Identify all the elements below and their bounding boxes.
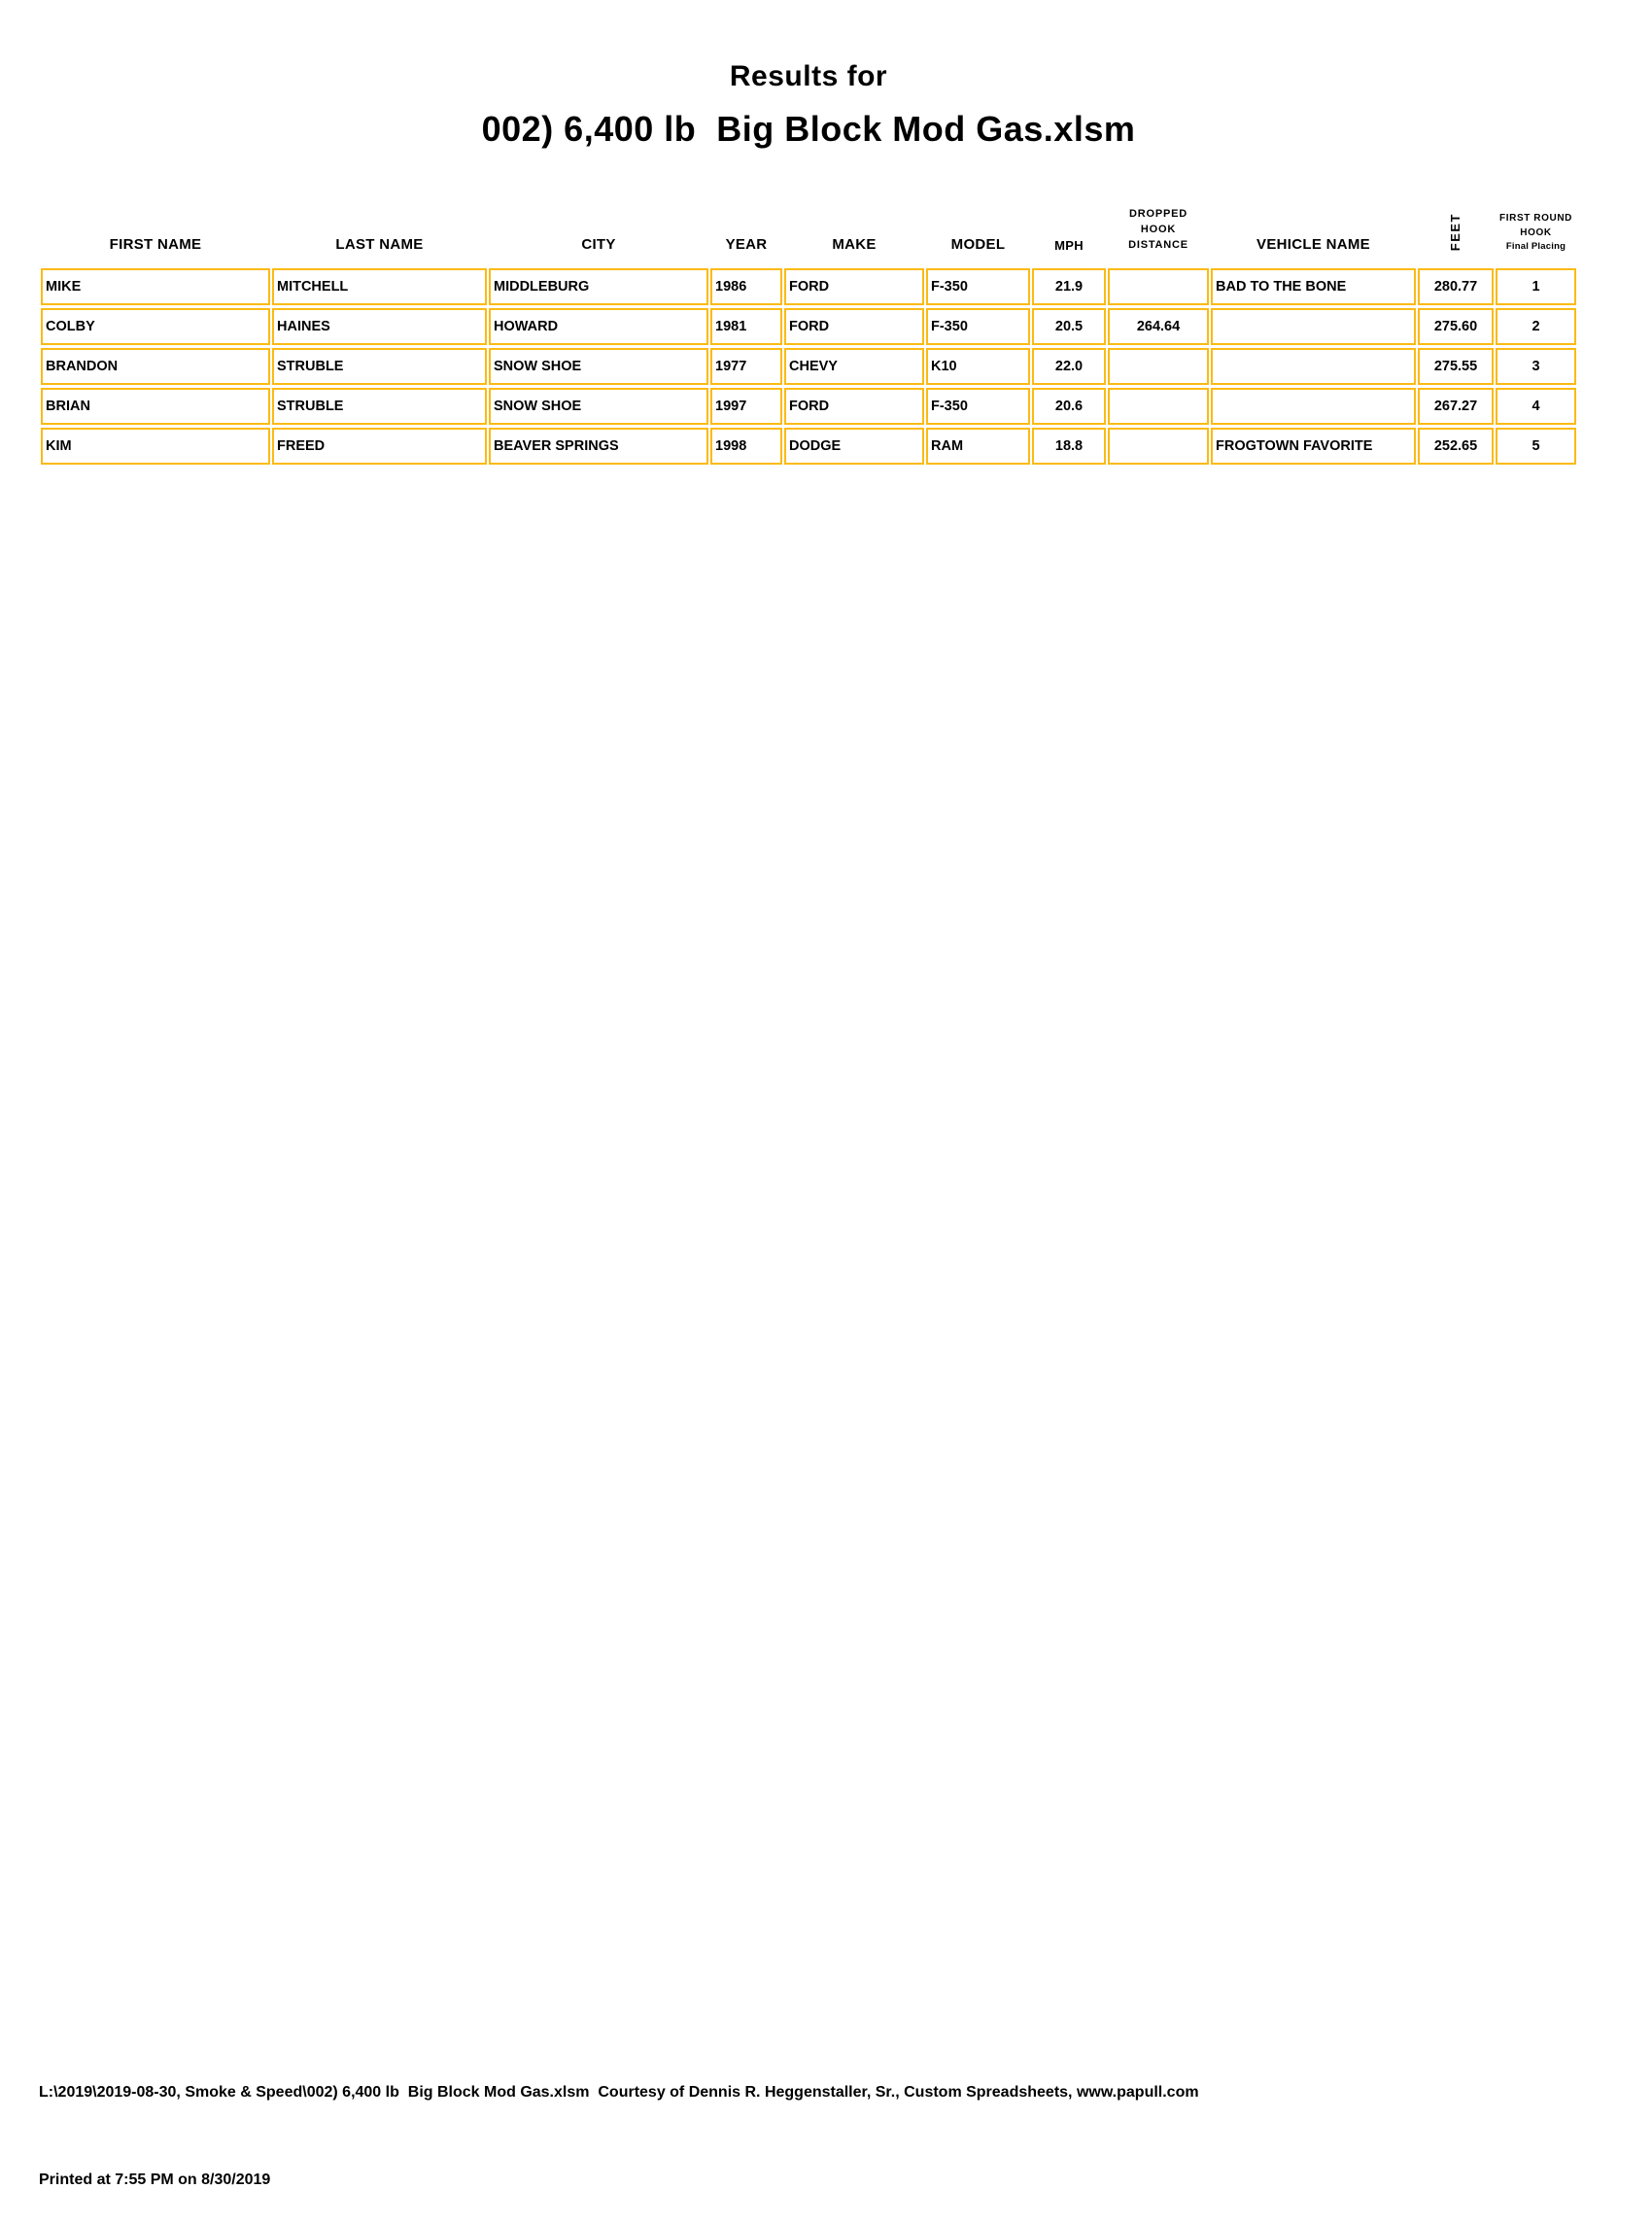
print-footer (39, 2020, 1199, 2224)
report-title-block (39, 60, 1578, 150)
table-cell: 280.77 (1418, 268, 1494, 305)
table-cell (1108, 268, 1209, 305)
table-cell: 1981 (710, 308, 782, 345)
table-cell: SNOW SHOE (489, 348, 708, 385)
table-cell (1108, 348, 1209, 385)
table-cell: F-350 (926, 388, 1030, 425)
table-row (41, 348, 1576, 385)
table-cell: MIDDLEBURG (489, 268, 708, 305)
table-cell: K10 (926, 348, 1030, 385)
table-row (41, 428, 1576, 465)
table-cell (1211, 388, 1416, 425)
column-header-final-placing (1496, 186, 1576, 265)
table-cell: DODGE (784, 428, 924, 465)
table-cell: 1986 (710, 268, 782, 305)
table-cell: CHEVY (784, 348, 924, 385)
table-cell: HAINES (272, 308, 487, 345)
table-cell: 1977 (710, 348, 782, 385)
table-cell: MITCHELL (272, 268, 487, 305)
table-cell: 1998 (710, 428, 782, 465)
column-header-year: YEAR (725, 236, 768, 253)
column-header-first-name: FIRST NAME (109, 236, 202, 253)
column-header-city: CITY (581, 236, 616, 253)
column-header-feet (1418, 186, 1494, 265)
table-cell: HOWARD (489, 308, 708, 345)
table-cell: 1997 (710, 388, 782, 425)
footer-path-line: L:\2019\2019-08-30, Smoke & Speed\002) 6,400 lb Big Block Mod Gas.xlsm Courtesy of Dennis R. Heggenstaller, Sr., Custom Spreadsheets, www.papull.com (39, 2084, 1199, 2101)
results-table-header (41, 186, 1576, 265)
table-cell: FORD (784, 268, 924, 305)
table-cell: 5 (1496, 428, 1576, 465)
table-cell: 20.5 (1032, 308, 1106, 345)
table-row (41, 268, 1576, 305)
table-cell: 3 (1496, 348, 1576, 385)
page-title: Results for (729, 60, 888, 92)
page-subtitle-filename: 002) 6,400 lb Big Block Mod Gas.xlsm (481, 109, 1136, 149)
table-cell: F-350 (926, 268, 1030, 305)
table-cell (1108, 388, 1209, 425)
table-cell: 4 (1496, 388, 1576, 425)
table-cell: BEAVER SPRINGS (489, 428, 708, 465)
feet-vertical-label: FEET (1448, 212, 1463, 251)
column-header-mph: MPH (1054, 238, 1084, 254)
table-cell: 252.65 (1418, 428, 1494, 465)
table-cell: 20.6 (1032, 388, 1106, 425)
table-cell: FREED (272, 428, 487, 465)
column-header-make: MAKE (832, 236, 877, 253)
header-row (41, 186, 1576, 265)
table-cell: BRIAN (41, 388, 270, 425)
table-cell: FROGTOWN FAVORITE (1211, 428, 1416, 465)
dropped-hook-distance-label: DROPPED HOOK DISTANCE (1128, 208, 1188, 252)
final-placing-label: FIRST ROUND HOOK Final Placing (1499, 212, 1572, 252)
table-cell: FORD (784, 388, 924, 425)
column-header-vehicle-name: VEHICLE NAME (1256, 236, 1370, 253)
table-cell: 275.60 (1418, 308, 1494, 345)
table-cell: COLBY (41, 308, 270, 345)
table-cell: 21.9 (1032, 268, 1106, 305)
report-sheet (39, 60, 1578, 468)
table-cell (1211, 308, 1416, 345)
table-cell: RAM (926, 428, 1030, 465)
table-cell: FORD (784, 308, 924, 345)
column-header-model: MODEL (950, 236, 1006, 253)
table-cell: 275.55 (1418, 348, 1494, 385)
table-row (41, 308, 1576, 345)
table-cell: BAD TO THE BONE (1211, 268, 1416, 305)
results-table (39, 183, 1578, 468)
table-cell: 267.27 (1418, 388, 1494, 425)
table-cell: KIM (41, 428, 270, 465)
table-cell: MIKE (41, 268, 270, 305)
table-cell: BRANDON (41, 348, 270, 385)
footer-printed-line: Printed at 7:55 PM on 8/30/2019 (39, 2172, 271, 2188)
table-cell: SNOW SHOE (489, 388, 708, 425)
table-cell (1108, 428, 1209, 465)
table-cell: 264.64 (1108, 308, 1209, 345)
table-cell: STRUBLE (272, 388, 487, 425)
column-header-dropped-hook-distance (1108, 186, 1209, 265)
table-cell: 2 (1496, 308, 1576, 345)
table-cell: 1 (1496, 268, 1576, 305)
results-table-body (41, 268, 1576, 465)
table-cell: F-350 (926, 308, 1030, 345)
table-row (41, 388, 1576, 425)
table-cell (1211, 348, 1416, 385)
column-header-last-name: LAST NAME (335, 236, 424, 253)
table-cell: 22.0 (1032, 348, 1106, 385)
table-cell: STRUBLE (272, 348, 487, 385)
table-cell: 18.8 (1032, 428, 1106, 465)
